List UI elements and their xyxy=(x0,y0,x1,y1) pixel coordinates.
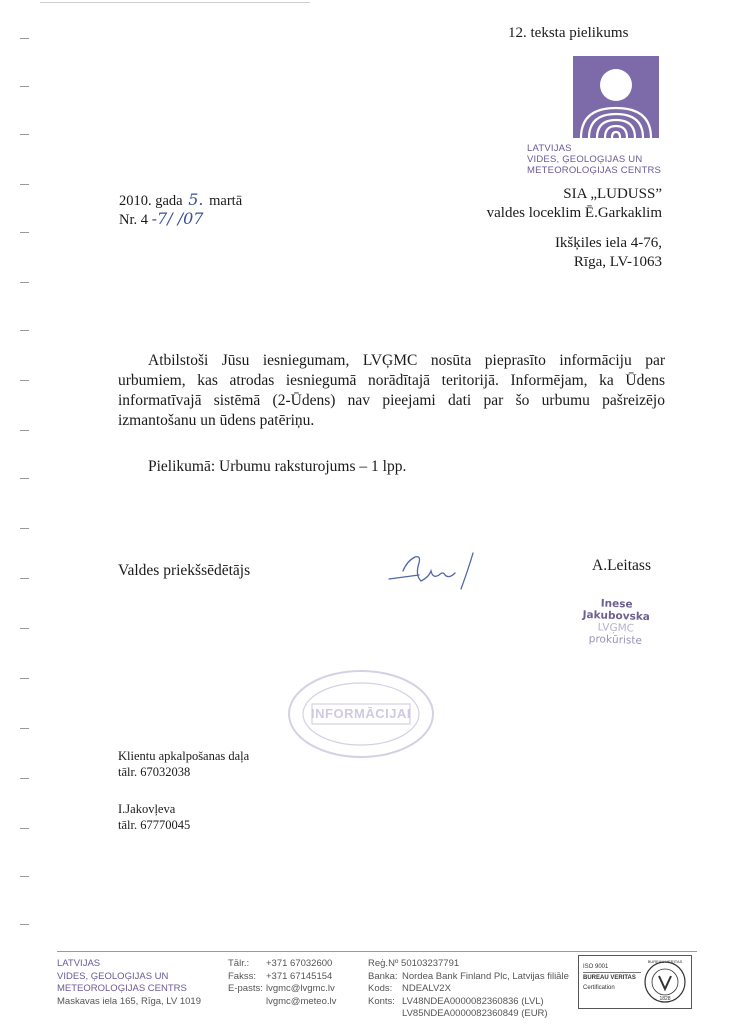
lvgmc-logo xyxy=(573,56,659,138)
footer-email-2: lvgmc@meteo.lv xyxy=(266,995,337,1007)
letter-number xyxy=(119,209,203,229)
attachment-label: 12. teksta pielikums xyxy=(508,25,629,41)
person-line-1: I.Jakovļeva xyxy=(118,802,176,816)
footer-fax: Fakss: +371 67145154 xyxy=(228,970,333,982)
footer-divider xyxy=(57,951,697,952)
footer-tel: Tālr.: +371 67032600 xyxy=(228,958,333,969)
stamp-role: prokūriste xyxy=(588,633,643,647)
footer-email: E-pasts: lvgmc@lvgmc.lv xyxy=(228,983,335,994)
footer-code-line: Kods: NDEALV2X xyxy=(368,983,451,994)
recipient-company: SIA „LUDUSS” xyxy=(563,186,662,202)
stamp-name: Inese Jakubovska xyxy=(582,597,651,624)
cert-seal-top: BUREAU VERITAS xyxy=(647,959,683,964)
bureau-veritas-seal-icon xyxy=(643,959,687,1005)
cert-seal-year: 1828 xyxy=(659,996,671,1002)
date-prefix: 2010. gada xyxy=(119,193,183,209)
footer-reg: Reģ.Nº 50103237791 xyxy=(368,958,460,969)
number-prefix: Nr. 4 xyxy=(119,212,148,228)
logo-line-2: VIDES, ĢEOLOĢIJAS UN xyxy=(527,154,643,165)
address-line-2: Rīga, LV-1063 xyxy=(573,254,662,270)
date-day-handwritten: 5. xyxy=(188,190,204,209)
cert-text: ISO 9001 BUREAU VERITAS Certification xyxy=(583,962,641,993)
letter-body: Atbilstoši Jūsu iesniegumam, LVĢMC nosūta pieprasīto informāciju par urbumiem, kas atrodas iesniegumā norādītajā teritorijā. Informējam, ka Ūdens informatīvajā sistēmā (2-Ūdens) nav pieejami dati par šo urbumu pašreizējo izmantošanu un ūdens patēriņu. xyxy=(118,352,665,429)
footer-org-line-2: VIDES, ĢEOLOĢIJAS UN xyxy=(57,970,169,982)
name-stamp xyxy=(565,596,667,647)
round-stamp-text: INFORMĀCIJAI xyxy=(311,706,411,721)
attachment-note: Pielikumā: Urbumu raksturojums – 1 lpp. xyxy=(148,458,407,475)
contact-department xyxy=(118,748,249,780)
number-handwritten: -7/ /07 xyxy=(151,209,204,228)
handwritten-signature xyxy=(385,545,495,600)
footer-org-address: Maskavas iela 165, Rīga, LV 1019 xyxy=(57,995,201,1007)
recipient-person: valdes loceklim Ē.Garkaklim xyxy=(486,205,662,221)
round-stamp xyxy=(286,668,436,760)
logo-line-1: LATVIJAS xyxy=(527,143,572,154)
signatory-title: Valdes priekšsēdētājs xyxy=(118,562,251,579)
signatory-name: A.Leitass xyxy=(592,557,651,574)
stamp-org: LVĢMC xyxy=(597,621,635,635)
footer-org-line-3: METEOROLOĢIJAS CENTRS xyxy=(57,983,187,994)
dept-line-2: tālr. 67032038 xyxy=(118,765,191,779)
date-month: martā xyxy=(209,193,243,209)
footer-org-line-1: LATVIJAS xyxy=(57,958,101,969)
logo-emblem-icon xyxy=(573,56,659,138)
logo-text xyxy=(527,143,661,176)
logo-line-3: METEOROLOĢIJAS CENTRS xyxy=(527,165,662,176)
footer-org xyxy=(57,958,201,1008)
letter-date xyxy=(119,190,242,210)
footer-phones xyxy=(228,958,336,1008)
recipient-address xyxy=(555,234,662,272)
footer-bank xyxy=(368,958,569,1021)
footer-account-line-2: LV85NDEA0000082360849 (EUR) xyxy=(402,1008,548,1019)
dept-line-1: Klientu apkalpošanas daļa xyxy=(118,749,250,763)
footer-account-line: Konts: LV48NDEA0000082360836 (LVL) xyxy=(368,995,544,1007)
person-line-2: tālr. 67770045 xyxy=(118,818,191,832)
footer-bank-line: Banka: Nordea Bank Finland Plc, Latvijas filiāle xyxy=(368,970,569,982)
top-scan-line xyxy=(40,2,310,3)
certification-box xyxy=(578,955,692,1009)
recipient-block xyxy=(487,185,662,223)
contact-person xyxy=(118,801,190,833)
address-line-1: Ikšķiles iela 4-76, xyxy=(554,235,662,251)
